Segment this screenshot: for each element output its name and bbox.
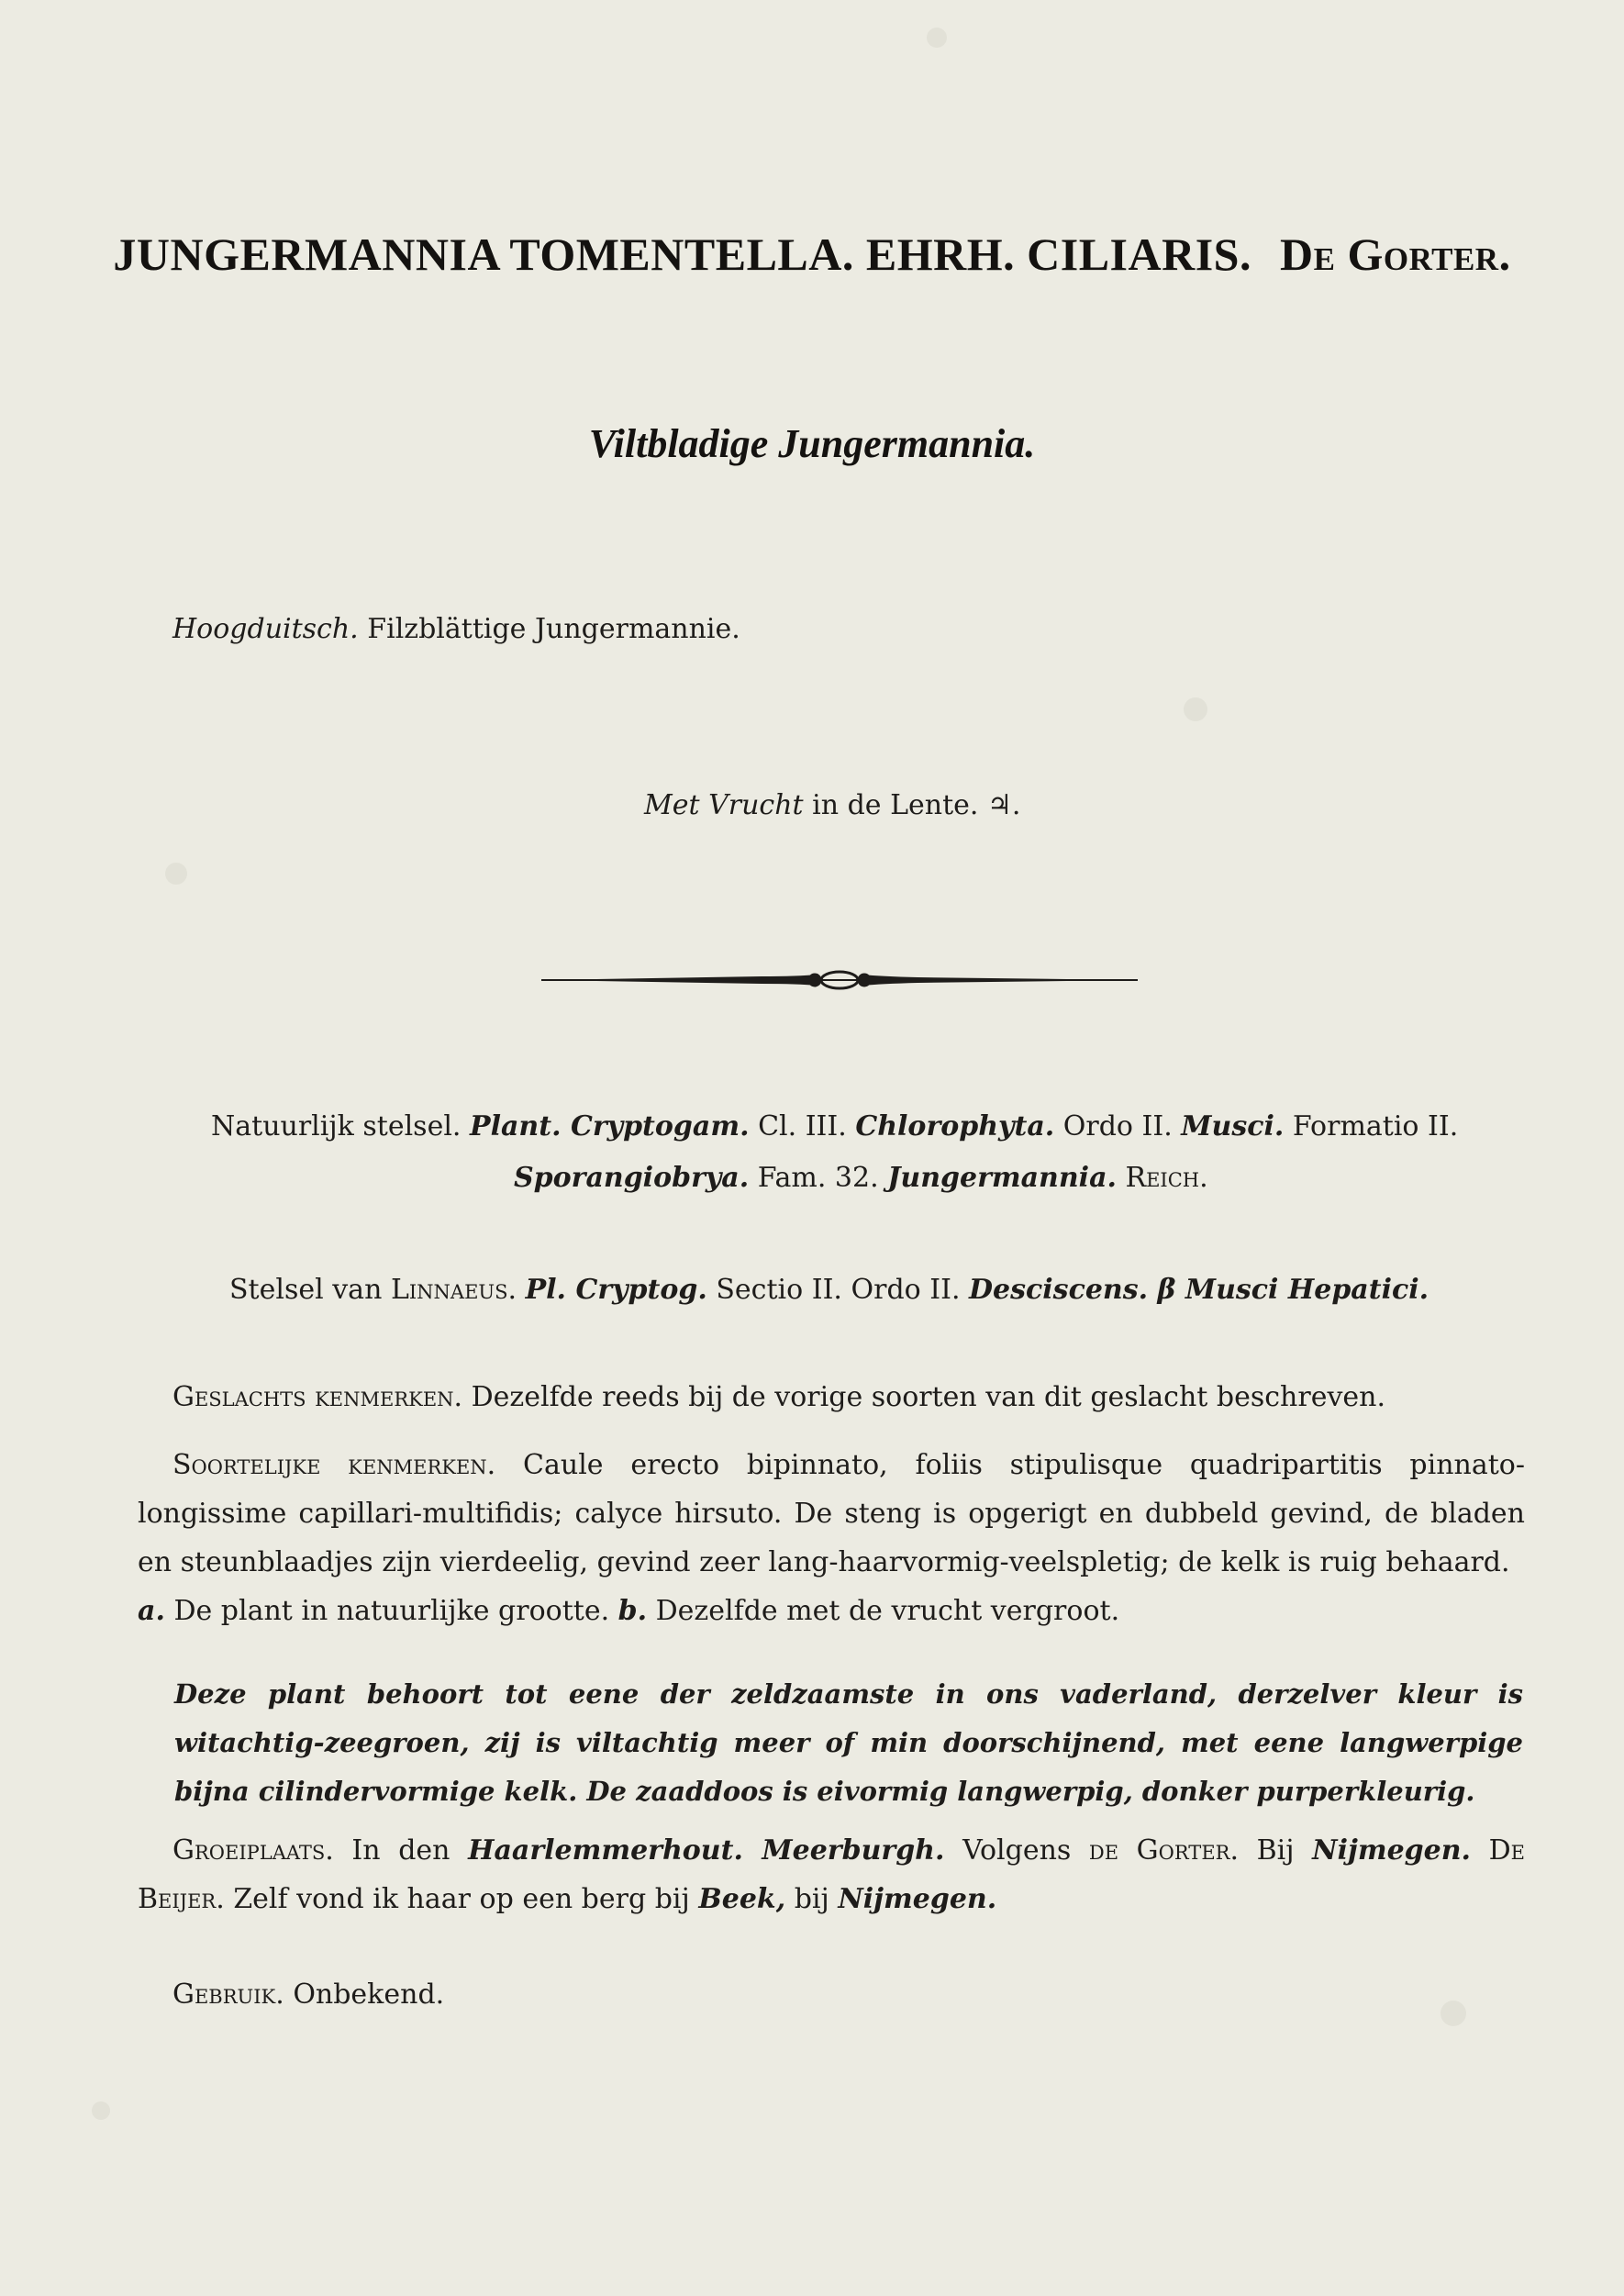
vernacular-line xyxy=(172,613,740,646)
natural-system-class: Cl. III. xyxy=(758,1110,847,1142)
perennial-symbol: ♃. xyxy=(986,789,1021,821)
note-paragraph: Deze plant behoort tot eene der zeldzaamste in ons vaderland, derzelver kleur is witachtig-zeegroen, zij is viltachtig meer of min doorschijnend, met eene langwerpige bijna cilindervormige kelk. De zaaddoos is eivormig langwerpig, donker purperkleurig. xyxy=(174,1678,1523,1807)
natural-system-label: Natuurlijk stelsel. xyxy=(211,1110,462,1142)
figure-a-label: a. xyxy=(138,1595,165,1627)
linnaeus-line xyxy=(229,1274,1429,1307)
fruit-vrucht: Vrucht xyxy=(708,789,804,821)
linnaeus-pl: Pl. Cryptog. xyxy=(525,1274,707,1306)
habitat-t5: bij xyxy=(794,1883,829,1915)
natural-system-jung: Jungermannia. xyxy=(887,1162,1117,1194)
genus-line xyxy=(172,1381,1385,1414)
species-text: Caule erecto bipinnato, foliis stipulisque quadripartitis pinnato-longissime capillari-multifidis; calyce hirsuto. De steng is opgerigt en dubbeld gevind, de bladen en steunblaadjes zijn vierdeelig, gevind zeer lang-haarvormig-veelspletig; de kelk is ruig behaard. xyxy=(138,1449,1525,1578)
fruit-line xyxy=(644,789,1020,822)
vernacular-label: Hoogduitsch. xyxy=(172,613,359,645)
figure-b-label: b. xyxy=(617,1595,648,1627)
use-text: Onbekend. xyxy=(293,1978,445,2011)
natural-system-musci: Musci. xyxy=(1181,1110,1285,1142)
habitat-place2: Nijmegen. xyxy=(1312,1834,1471,1867)
page-subtitle: Viltbladige Jungermannia. xyxy=(588,421,1036,466)
vernacular-text: Filzblättige Jungermannie. xyxy=(367,613,740,645)
species-label: Soortelijke kenmerken. xyxy=(172,1449,496,1481)
habitat-gorter: de Gorter. xyxy=(1088,1834,1239,1867)
paper-spot xyxy=(92,2101,110,2120)
linnaeus-sectio: Sectio II. Ordo II. xyxy=(716,1274,961,1306)
genus-text: Dezelfde reeds bij de vorige soorten van dit geslacht beschreven. xyxy=(471,1381,1386,1413)
natural-system-chloro: Chlorophyta. xyxy=(855,1110,1055,1142)
title-main: JUNGERMANNIA TOMENTELLA. EHRH. CILIARIS. xyxy=(113,228,1251,280)
genus-label: Geslachts kenmerken. xyxy=(172,1381,463,1413)
paper-spot xyxy=(1440,2001,1466,2026)
figure-a-text: De plant in natuurlijke grootte. xyxy=(173,1595,610,1627)
use-label: Gebruik. xyxy=(172,1978,284,2011)
habitat-t2: Volgens xyxy=(962,1834,1072,1867)
natural-system-ordo: Ordo II. xyxy=(1062,1110,1173,1142)
habitat-t3: Bij xyxy=(1256,1834,1295,1867)
natural-system-fam: Fam. 32. xyxy=(757,1162,879,1194)
habitat-t4: Zelf vond ik haar op een berg bij xyxy=(233,1883,690,1915)
ornament-divider xyxy=(541,965,1138,995)
habitat-paragraph xyxy=(138,1826,1525,1923)
natural-system-line-1 xyxy=(211,1110,1458,1143)
habitat-t1: In den xyxy=(351,1834,450,1867)
figure-b-text: Dezelfde met de vrucht vergroot. xyxy=(655,1595,1120,1627)
natural-system-reich: Reich. xyxy=(1125,1162,1208,1194)
habitat-place1: Haarlemmerhout. Meerburgh. xyxy=(468,1834,945,1867)
habitat-label: Groeiplaats. xyxy=(172,1834,334,1867)
page-title xyxy=(0,228,1624,281)
fruit-season: in de Lente. xyxy=(812,789,979,821)
paper-spot xyxy=(165,863,187,885)
natural-system-plant: Plant. Cryptogam. xyxy=(470,1110,750,1142)
paper-spot xyxy=(1184,697,1207,721)
natural-system-formatio: Formatio II. xyxy=(1292,1110,1459,1142)
species-paragraph xyxy=(138,1441,1525,1635)
linnaeus-label: Stelsel van xyxy=(229,1274,383,1306)
natural-system-sporangio: Sporangiobrya. xyxy=(514,1162,750,1194)
use-line xyxy=(172,1978,444,2012)
linnaeus-desc: Desciscens. β Musci Hepatici. xyxy=(969,1274,1429,1306)
paper-spot xyxy=(927,28,947,48)
natural-system-line-2 xyxy=(514,1162,1208,1195)
fruit-met: Met xyxy=(644,789,700,821)
habitat-beek: Beek, xyxy=(698,1883,786,1915)
habitat-beijer: De Beijer. xyxy=(138,1834,1525,1915)
title-author: De Gorter. xyxy=(1280,228,1511,280)
linnaeus-name: Linnaeus. xyxy=(390,1274,517,1306)
habitat-place3: Nijmegen. xyxy=(838,1883,997,1915)
